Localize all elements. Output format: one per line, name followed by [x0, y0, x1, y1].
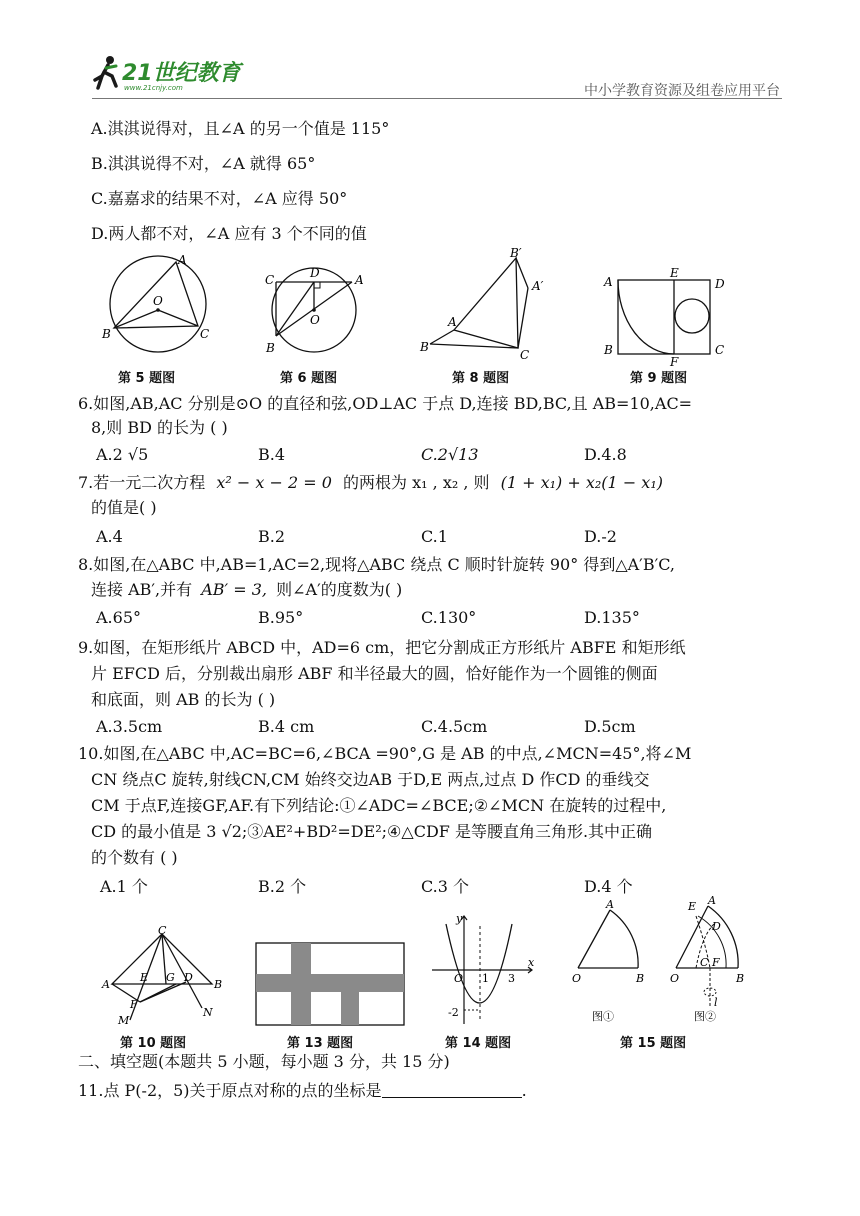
fig15b-point-c: C [700, 956, 709, 969]
q7-stem-line1 [78, 471, 663, 495]
q10-option-b: B.2 个 [258, 877, 307, 896]
logo-text: 21世纪教育 [122, 61, 241, 86]
q6-option-c: C.2√13 [421, 445, 479, 464]
q8-stem-part2: 则∠A′的度数为( ) [276, 580, 403, 599]
fig5-point-b: B [102, 327, 111, 341]
q9-option-c: C.4.5cm [421, 717, 488, 736]
fig10-point-c: C [158, 924, 167, 937]
q11-end: . [521, 1081, 527, 1100]
figure-14-label: 第 14 题图 [445, 1036, 512, 1051]
q9-stem-line2: 片 EFCD 后，分别裁出扇形 ABF 和半径最大的圆，恰好能作为一个圆锥的侧面 [91, 664, 658, 683]
fig6-point-c: C [265, 273, 275, 287]
q7-stem-part1: 7.若一元二次方程 [78, 473, 206, 492]
fig15a-point-o: O [572, 972, 582, 985]
fig10-point-e: E [140, 971, 149, 984]
logo [92, 52, 242, 98]
q5-option-b: B.淇淇说得不对，∠A 就得 65° [91, 154, 316, 173]
q9-option-b: B.4 cm [258, 717, 315, 736]
q8-equation: AB′ = 3, [201, 580, 268, 599]
fig15-sub2: 图② [694, 1010, 716, 1023]
q11-text: 11.点 P(-2，5)关于原点对称的点的坐标是 [78, 1081, 382, 1100]
fig14-tick-3: 3 [508, 972, 515, 985]
q7-equation: x² − x − 2 = 0 [216, 473, 332, 492]
fig15a-point-a: A [606, 898, 614, 911]
fig5-point-o: O [153, 294, 163, 308]
q5-option-c: C.嘉嘉求的结果不对，∠A 应得 50° [91, 189, 348, 208]
fig14-origin: O [454, 972, 464, 985]
q8-stem-line2 [91, 578, 402, 602]
fig15b-point-b: B [736, 972, 745, 985]
fig8-point-a: A [448, 315, 457, 329]
fig6-point-b: B [266, 341, 275, 355]
fig10-point-a: A [102, 978, 110, 991]
fig10-point-b: B [214, 978, 223, 991]
figure-10-label: 第 10 题图 [120, 1036, 187, 1051]
q6-stem-line1: 6.如图,AB,AC 分别是⊙O 的直径和弦,OD⊥AC 于点 D,连接 BD,BC,且 AB=10,AC= [78, 394, 693, 413]
fig6-point-o: O [310, 313, 320, 327]
figure-14 [428, 912, 538, 1028]
fig14-tick-neg2: -2 [448, 1006, 459, 1019]
fig6-point-d: D [310, 266, 320, 280]
fig10-point-n: N [203, 1006, 213, 1019]
fig15b-point-d: D [712, 920, 721, 933]
fig9-point-c: C [715, 343, 725, 357]
q6-option-a: A.2 √5 [96, 445, 149, 464]
figure-13 [255, 942, 405, 1026]
q10-option-d: D.4 个 [584, 877, 633, 896]
q8-option-b: B.95° [258, 608, 304, 627]
runner-logo-icon [92, 54, 122, 94]
figure-13-label: 第 13 题图 [287, 1036, 354, 1051]
q8-option-c: C.130° [421, 608, 477, 627]
q7-option-a: A.4 [96, 527, 123, 546]
fig15b-point-o: O [670, 972, 680, 985]
q11-stem [78, 1079, 527, 1103]
fig15-sub1: 图① [592, 1010, 614, 1023]
q8-option-d: D.135° [584, 608, 640, 627]
q10-stem-line1: 10.如图,在△ABC 中,AC=BC=6,∠BCA =90°,G 是 AB 的中点,∠MCN=45°,将∠M [78, 744, 692, 763]
q8-option-a: A.65° [96, 608, 141, 627]
fig9-point-b: B [604, 343, 613, 357]
q7-expression: (1 + x₁) + x₂(1 − x₁) [500, 473, 663, 492]
q11-answer-blank[interactable] [382, 1081, 522, 1098]
figure-10 [100, 926, 230, 1028]
q7-stem-line2: 的值是( ) [91, 498, 157, 517]
fig6-point-a: A [355, 273, 364, 287]
fig10-point-d: D [184, 971, 193, 984]
q9-stem-line3: 和底面，则 AB 的长为 ( ) [91, 690, 276, 709]
fig8-point-c: C [520, 348, 530, 362]
q7-option-b: B.2 [258, 527, 286, 546]
fig15b-line-l: l [714, 996, 718, 1009]
figure-6-label: 第 6 题图 [280, 371, 338, 386]
q6-option-b: B.4 [258, 445, 286, 464]
q9-option-a: A.3.5cm [96, 717, 163, 736]
figure-8-label: 第 8 题图 [452, 371, 510, 386]
fig9-point-e: E [670, 266, 679, 280]
platform-name: 中小学教育资源及组卷应用平台 [584, 83, 780, 99]
page-header [0, 0, 860, 110]
fig8-point-b-prime: B′ [510, 246, 522, 260]
q7-option-d: D.-2 [584, 527, 617, 546]
figure-5 [100, 252, 220, 362]
section-2-title: 二、填空题(本题共 5 小题，每小题 3 分，共 15 分) [78, 1052, 450, 1071]
fig14-axis-y: y [456, 912, 463, 925]
fig10-point-g: G [166, 971, 175, 984]
q9-option-d: D.5cm [584, 717, 636, 736]
fig15b-point-f: F [712, 956, 720, 969]
figure-5-label: 第 5 题图 [118, 371, 176, 386]
q8-stem-part1: 连接 AB′,并有 [91, 580, 193, 599]
q7-stem-part2: 的两根为 x₁ , x₂ , 则 [343, 473, 490, 492]
q9-stem-line1: 9.如图，在矩形纸片 ABCD 中，AD=6 cm，把它分割成正方形纸片 ABFE 和矩形纸 [78, 638, 686, 657]
q5-option-a: A.淇淇说得对，且∠A 的另一个值是 115° [91, 119, 390, 138]
figure-9 [598, 266, 730, 369]
header-divider [92, 98, 782, 99]
fig15a-point-b: B [636, 972, 645, 985]
q6-option-d: D.4.8 [584, 445, 627, 464]
q10-option-a: A.1 个 [100, 877, 148, 896]
q10-option-c: C.3 个 [421, 877, 470, 896]
q5-option-d: D.两人都不对，∠A 应有 3 个不同的值 [91, 224, 367, 243]
fig5-point-c: C [200, 327, 210, 341]
fig15b-point-e: E [688, 900, 697, 913]
q8-stem-line1: 8.如图,在△ABC 中,AB=1,AC=2,现将△ABC 绕点 C 顺时针旋转 90° 得到△A′B′C, [78, 555, 675, 574]
q7-option-c: C.1 [421, 527, 448, 546]
figure-15-label: 第 15 题图 [620, 1036, 687, 1051]
fig8-point-b: B [420, 340, 429, 354]
fig9-point-f: F [670, 355, 679, 369]
figure-15 [566, 896, 756, 1026]
figure-9-label: 第 9 题图 [630, 371, 688, 386]
figure-6 [262, 262, 362, 362]
fig9-point-a: A [604, 275, 613, 289]
fig15b-point-a: A [708, 894, 716, 907]
fig8-point-a-prime: A′ [532, 279, 544, 293]
logo-url: www.21cnjy.com [124, 84, 183, 92]
q6-stem-line2: 8,则 BD 的长为 ( ) [91, 418, 228, 437]
fig10-point-f: F [130, 998, 138, 1011]
fig14-tick-1: 1 [482, 972, 489, 985]
fig9-point-d: D [715, 277, 725, 291]
fig5-point-a: A [178, 253, 187, 267]
figure-8 [420, 246, 550, 364]
q10-stem-line3: CM 于点F,连接GF,AF.有下列结论:①∠ADC=∠BCE;②∠MCN 在旋转的过程中, [91, 796, 667, 815]
fig10-point-m: M [118, 1014, 130, 1027]
q10-stem-line4: CD 的最小值是 3 √2;③AE²+BD²=DE²;④△CDF 是等腰直角三角形.其中正确 [91, 822, 653, 841]
q10-stem-line2: CN 绕点C 旋转,射线CN,CM 始终交边AB 于D,E 两点,过点 D 作CD 的垂线交 [91, 770, 650, 789]
q10-stem-line5: 的个数有 ( ) [91, 848, 178, 867]
fig14-axis-x: x [528, 956, 535, 969]
